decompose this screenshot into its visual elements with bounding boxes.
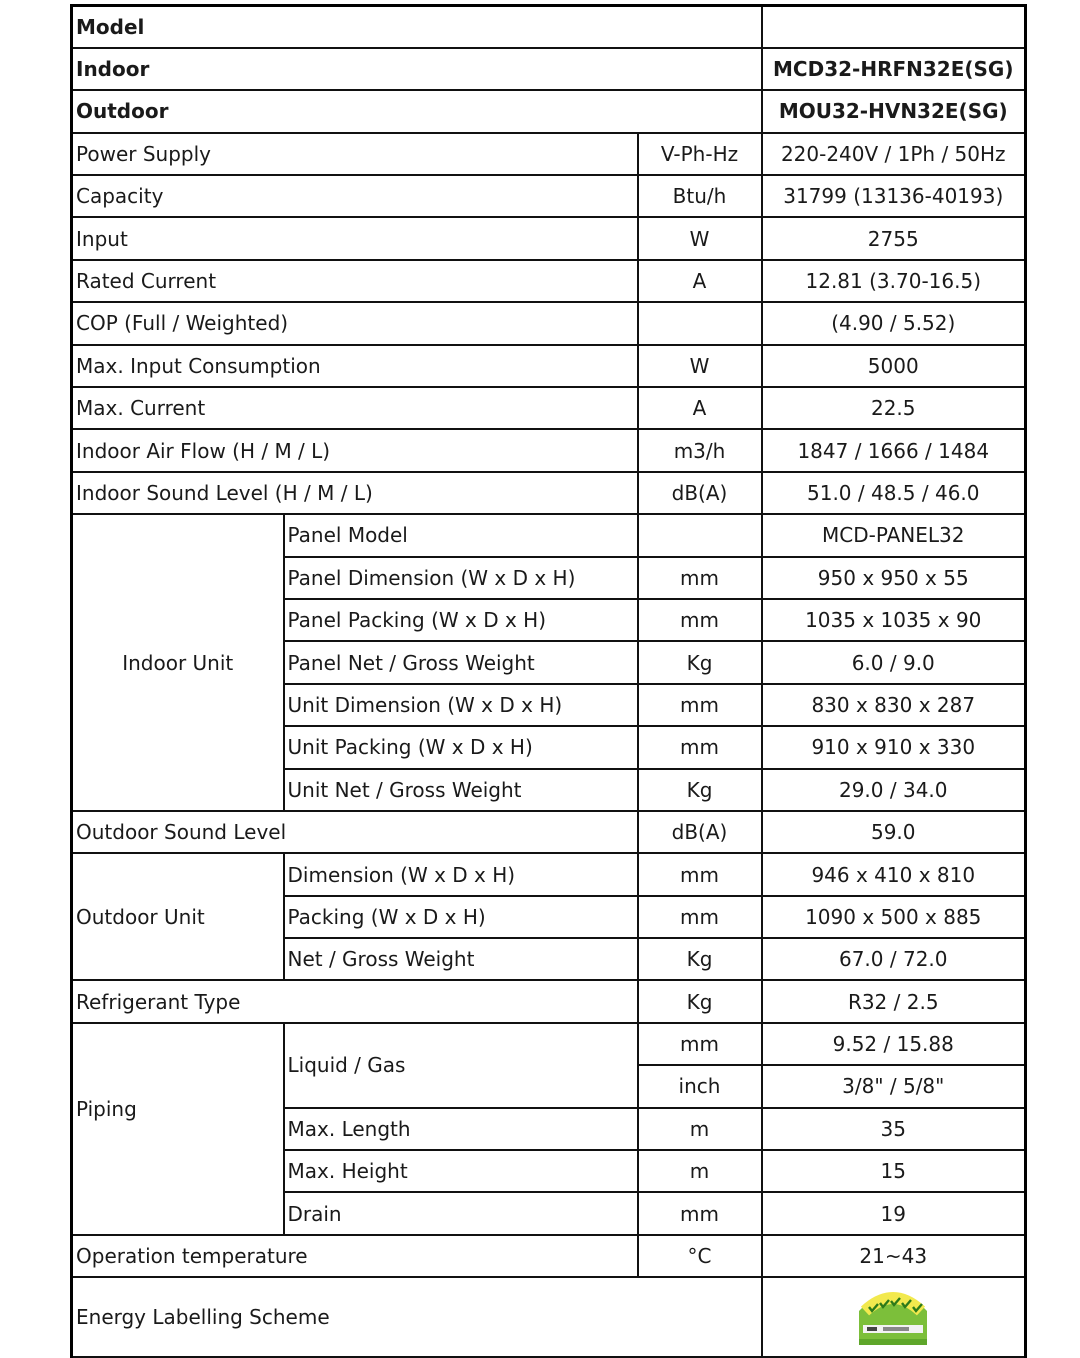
row-unit: mm [638,1023,762,1065]
row-unit: m [638,1108,762,1150]
row-label: Capacity [72,175,638,217]
row-value: 9.52 / 15.88 [762,1023,1026,1065]
row-unit: W [638,217,762,259]
row-value: 946 x 410 x 810 [762,853,1026,895]
row-unit: dB(A) [638,472,762,514]
piping-label: Piping [76,1096,137,1121]
row-power-supply [72,133,1026,175]
row-value: 1847 / 1666 / 1484 [762,429,1026,471]
row-outdoor-unit-1 [72,853,1026,895]
row-value: 21~43 [762,1235,1026,1277]
group-label-outdoor-unit: Outdoor Unit [72,853,284,980]
row-value: MCD-PANEL32 [762,514,1026,556]
row-label: Power Supply [72,133,638,175]
row-label: Panel Packing (W x D x H) [284,599,638,641]
row-value: 51.0 / 48.5 / 46.0 [762,472,1026,514]
row-input [72,217,1026,259]
row-label: Energy Labelling Scheme [72,1277,762,1357]
row-value: 22.5 [762,387,1026,429]
row-indoor-sound [72,472,1026,514]
row-value: 59.0 [762,811,1026,853]
row-unit: Kg [638,938,762,980]
row-label: Unit Dimension (W x D x H) [284,684,638,726]
row-indoor-air-flow [72,429,1026,471]
row-label: Packing (W x D x H) [284,896,638,938]
row-unit: A [638,260,762,302]
row-unit: inch [638,1065,762,1107]
row-label: Max. Length [284,1108,638,1150]
row-value: 830 x 830 x 287 [762,684,1026,726]
group-label-piping [72,1023,284,1235]
row-unit: mm [638,557,762,599]
row-outdoor-sound [72,811,1026,853]
row-value: 15 [762,1150,1026,1192]
row-unit: Kg [638,980,762,1022]
row-label: Liquid / Gas [284,1023,638,1108]
row-label: Outdoor Sound Level [72,811,638,853]
row-unit: Btu/h [638,175,762,217]
row-piping-1 [72,1023,1026,1065]
row-value: 19 [762,1192,1026,1234]
row-value: (4.90 / 5.52) [762,302,1026,344]
row-label: Outdoor [72,90,762,132]
row-label: Drain [284,1192,638,1234]
row-label: Panel Model [284,514,638,556]
row-unit: m3/h [638,429,762,471]
row-value: 6.0 / 9.0 [762,641,1026,683]
row-label: Panel Dimension (W x D x H) [284,557,638,599]
row-label: Indoor Air Flow (H / M / L) [72,429,638,471]
energy-label-cell [762,1277,1026,1357]
row-value: 3/8" / 5/8" [762,1065,1026,1107]
row-label: Max. Height [284,1150,638,1192]
row-unit: Kg [638,769,762,811]
row-value: 1035 x 1035 x 90 [762,599,1026,641]
row-outdoor [72,90,1026,132]
row-unit [638,302,762,344]
row-unit: V-Ph-Hz [638,133,762,175]
row-value: 67.0 / 72.0 [762,938,1026,980]
badge-strip-mark [883,1327,909,1331]
row-value: 29.0 / 34.0 [762,769,1026,811]
row-unit: mm [638,599,762,641]
row-unit: mm [638,684,762,726]
row-value: MCD32-HRFN32E(SG) [762,48,1026,90]
row-label: Unit Net / Gross Weight [284,769,638,811]
row-energy-label [72,1277,1026,1357]
row-indoor-unit-1 [72,514,1026,556]
row-value: 12.81 (3.70-16.5) [762,260,1026,302]
row-label: Refrigerant Type [72,980,638,1022]
spec-table [70,4,1027,1358]
row-unit [638,514,762,556]
row-unit: A [638,387,762,429]
row-value: R32 / 2.5 [762,980,1026,1022]
row-label: Indoor Sound Level (H / M / L) [72,472,638,514]
row-unit: Kg [638,641,762,683]
row-capacity [72,175,1026,217]
row-value: 2755 [762,217,1026,259]
row-label: Operation temperature [72,1235,638,1277]
row-value: 950 x 950 x 55 [762,557,1026,599]
row-unit: m [638,1150,762,1192]
row-value [762,6,1026,48]
row-unit: W [638,345,762,387]
row-value: 1090 x 500 x 885 [762,896,1026,938]
row-value: 5000 [762,345,1026,387]
row-max-input [72,345,1026,387]
row-unit: °C [638,1235,762,1277]
row-value: 220-240V / 1Ph / 50Hz [762,133,1026,175]
energy-label-badge-icon [853,1281,933,1353]
row-unit: mm [638,726,762,768]
row-label: Rated Current [72,260,638,302]
row-value: 35 [762,1108,1026,1150]
row-rated-current [72,260,1026,302]
row-value: MOU32-HVN32E(SG) [762,90,1026,132]
row-label: COP (Full / Weighted) [72,302,638,344]
row-label: Model [72,6,762,48]
row-unit: mm [638,1192,762,1234]
row-value: 910 x 910 x 330 [762,726,1026,768]
row-label: Unit Packing (W x D x H) [284,726,638,768]
row-label: Indoor [72,48,762,90]
energy-badge-wrap [766,1281,1022,1353]
badge-strip-mark [867,1327,877,1331]
row-unit: mm [638,853,762,895]
row-label: Max. Input Consumption [72,345,638,387]
group-label-indoor-unit: Indoor Unit [72,514,284,811]
row-cop [72,302,1026,344]
row-label: Net / Gross Weight [284,938,638,980]
row-value: 31799 (13136-40193) [762,175,1026,217]
row-operation-temp [72,1235,1026,1277]
row-indoor [72,48,1026,90]
badge-base [859,1339,927,1345]
row-label: Panel Net / Gross Weight [284,641,638,683]
row-label: Input [72,217,638,259]
row-label: Dimension (W x D x H) [284,853,638,895]
row-unit: mm [638,896,762,938]
row-refrigerant [72,980,1026,1022]
row-max-current [72,387,1026,429]
row-unit: dB(A) [638,811,762,853]
row-label: Max. Current [72,387,638,429]
row-model [72,6,1026,48]
